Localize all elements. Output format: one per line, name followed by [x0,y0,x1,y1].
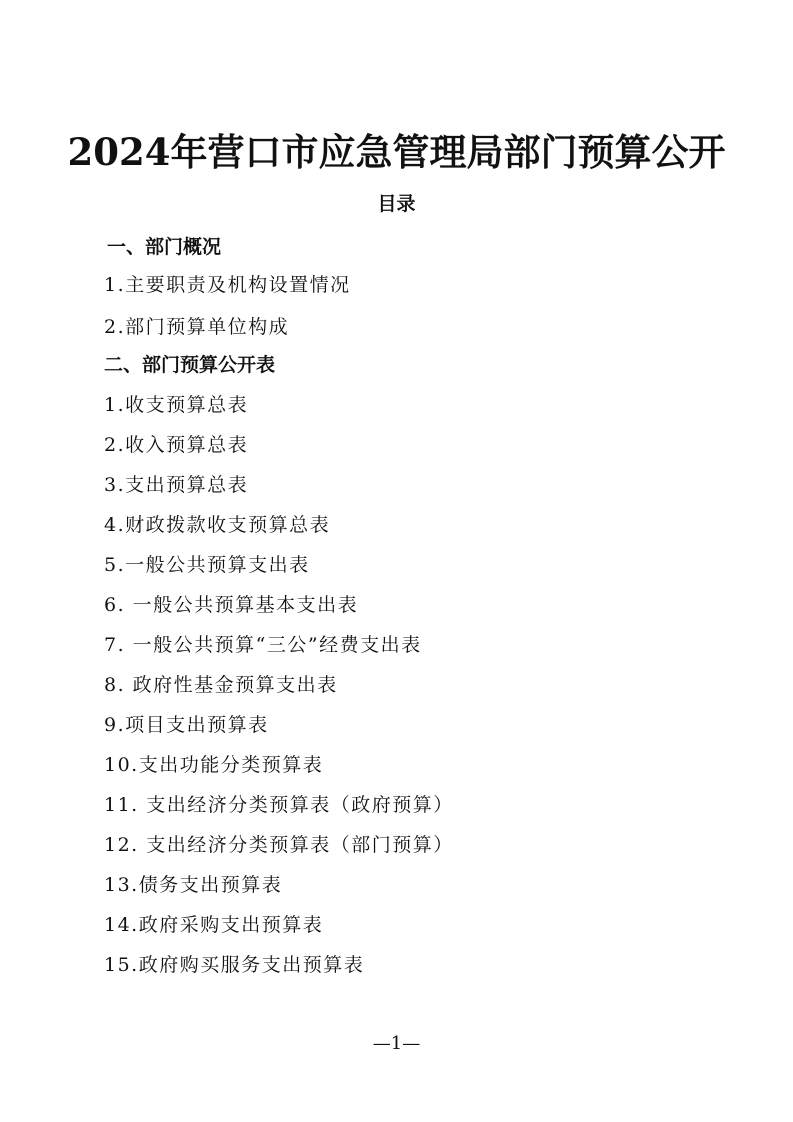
toc-item: 2.收入预算总表 [104,434,249,456]
toc-item: 4.财政拨款收支预算总表 [104,514,331,536]
toc-item: 7. 一般公共预算“三公”经费支出表 [104,634,422,656]
toc-item: 1.收支预算总表 [104,394,249,416]
toc-item: 15.政府购买服务支出预算表 [104,954,365,976]
toc-item: 3.支出预算总表 [104,474,249,496]
document-title: 2024年营口市应急管理局部门预算公开 [67,130,726,174]
toc-item: 14.政府采购支出预算表 [104,914,324,936]
page-number: —1— [372,1033,421,1054]
section-heading-tables: 二、部门预算公开表 [104,354,276,376]
toc-item: 1.主要职责及机构设置情况 [104,274,351,296]
toc-item: 9.项目支出预算表 [104,714,269,736]
toc-item: 12. 支出经济分类预算表（部门预算） [104,834,454,856]
toc-item: 6. 一般公共预算基本支出表 [104,594,359,616]
section-heading-overview: 一、部门概况 [107,236,222,258]
toc-item: 5.一般公共预算支出表 [104,554,310,576]
toc-item: 10.支出功能分类预算表 [104,754,324,776]
toc-item: 8. 政府性基金预算支出表 [104,674,338,696]
toc-item: 11. 支出经济分类预算表（政府预算） [104,794,454,816]
toc-heading: 目录 [377,193,416,215]
toc-item: 13.债务支出预算表 [104,874,283,896]
toc-item: 2.部门预算单位构成 [104,316,290,338]
